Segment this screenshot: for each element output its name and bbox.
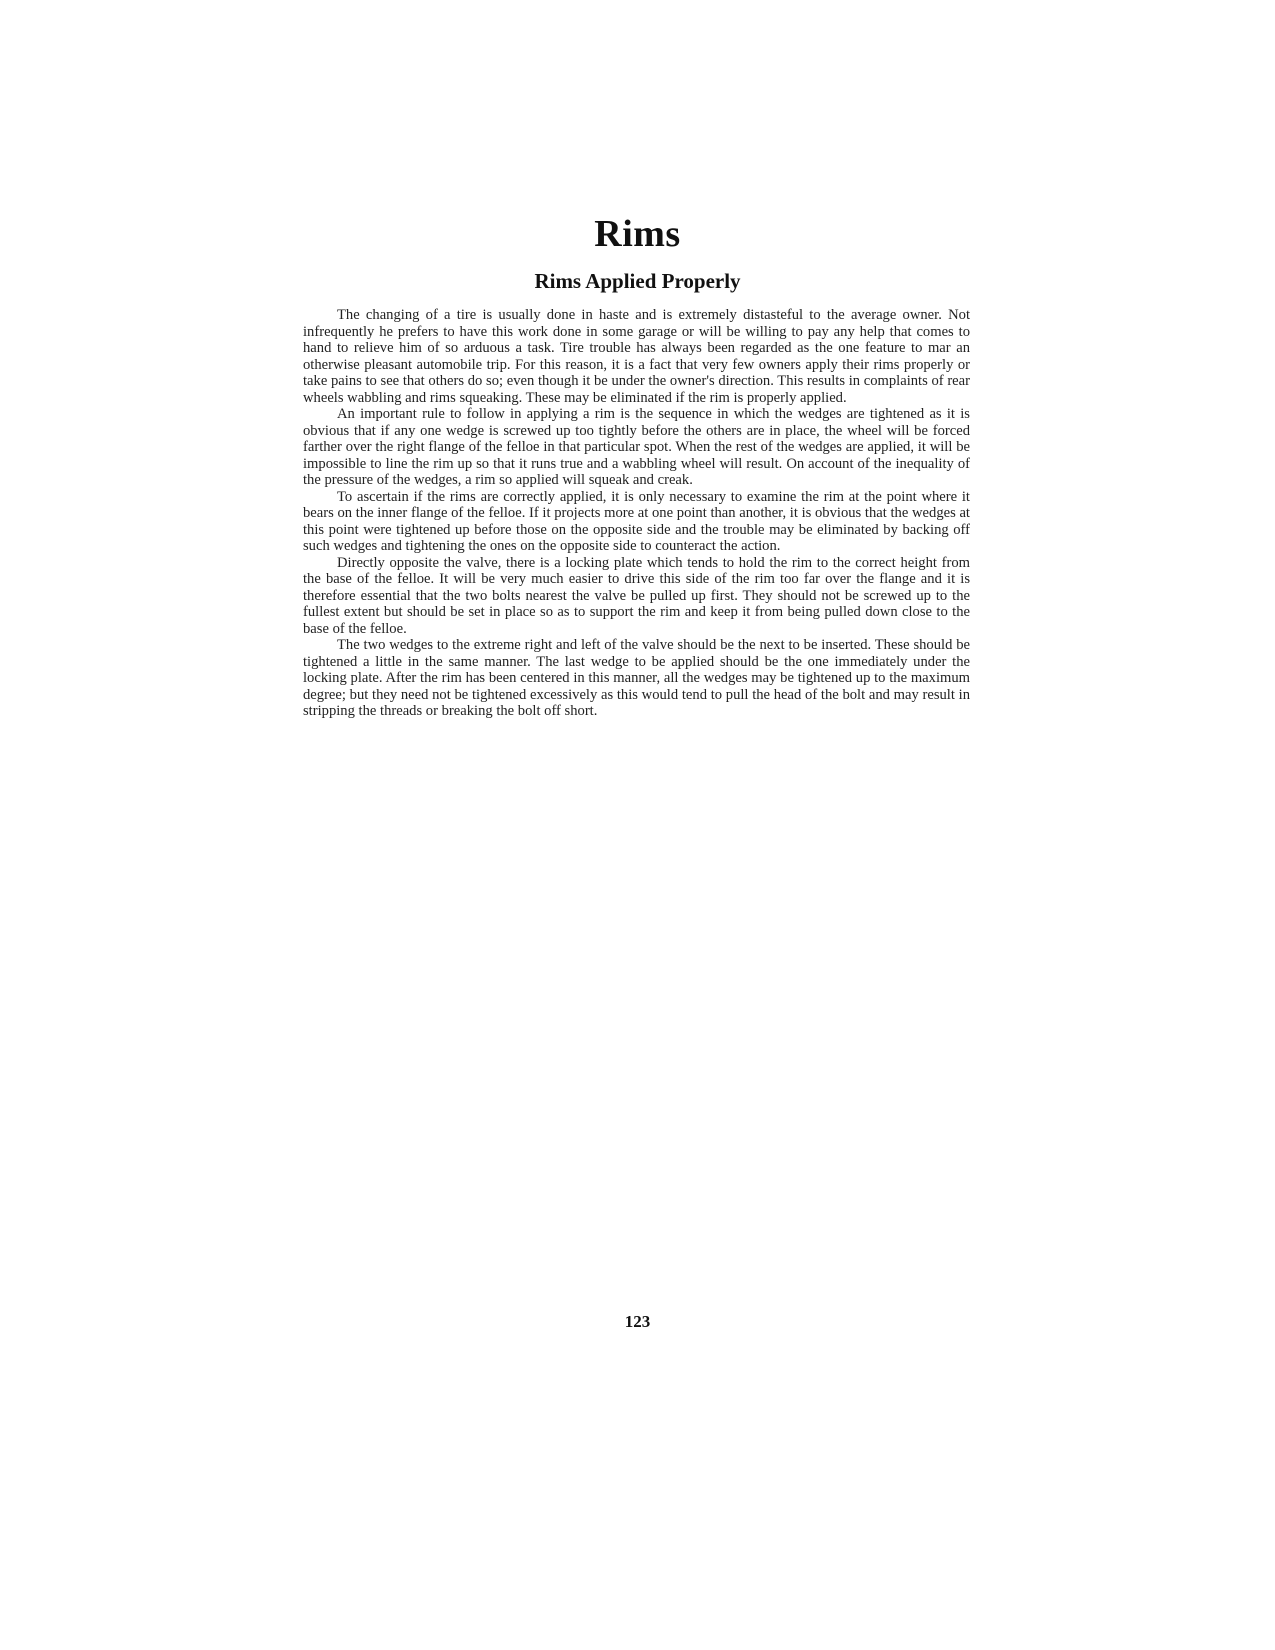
body-text [303, 307, 970, 720]
paragraph: An important rule to follow in applying a rim is the sequence in which the wedges are tightened as it is obvious that if any one wedge is screwed up too tightly before the others are in place, the wheel will be forced farther over the right flange of the felloe in that particular spot. When the rest of the wedges are applied, it will be impossible to line the rim up so that it runs true and a wabbling wheel will result. On account of the inequality of the pressure of the wedges, a rim so applied will squeak and creak. [303, 406, 970, 488]
paragraph: Directly opposite the valve, there is a locking plate which tends to hold the rim to the correct height from the base of the felloe. It will be very much easier to drive this side of the rim too far over the flange and it is therefore essential that the two bolts nearest the valve be pulled up first. They should not be screwed up to the fullest extent but should be set in place so as to support the rim and keep it from being pulled down close to the base of the felloe. [303, 554, 970, 637]
page-title: Rims [594, 213, 681, 255]
section-heading: Rims Applied Properly [534, 269, 741, 293]
paragraph: The two wedges to the extreme right and left of the valve should be the next to be inserted. These should be tightened a little in the same manner. The last wedge to be applied should be the one immediately under the locking plate. After the rim has been centered in this manner, all the wedges may be tightened up to the maximum degree; but they need not be tightened excessively as this would tend to pull the head of the bolt and may result in stripping the threads or breaking the bolt off short. [303, 637, 970, 719]
paragraph: To ascertain if the rims are correctly applied, it is only necessary to examine the rim at the point where it bears on the inner flange of the felloe. If it projects more at one point than another, it is obvious that the wedges at this point were tightened up before those on the opposite side and the trouble may be eliminated by backing off such wedges and tightening the ones on the opposite side to counteract the action. [303, 488, 970, 554]
paragraph: The changing of a tire is usually done in haste and is extremely distasteful to the average owner. Not infrequently he prefers to have this work done in some garage or will be willing to pay any help that comes to hand to relieve him of so arduous a task. Tire trouble has always been regarded as the one feature to mar an otherwise pleasant automobile trip. For this reason, it is a fact that very few owners apply their rims properly or take pains to see that others do so; even though it be under the owner's direction. This results in complaints of rear wheels wabbling and rims squeaking. These may be eliminated if the rim is properly applied. [303, 307, 970, 406]
page-number: 123 [624, 1312, 651, 1331]
